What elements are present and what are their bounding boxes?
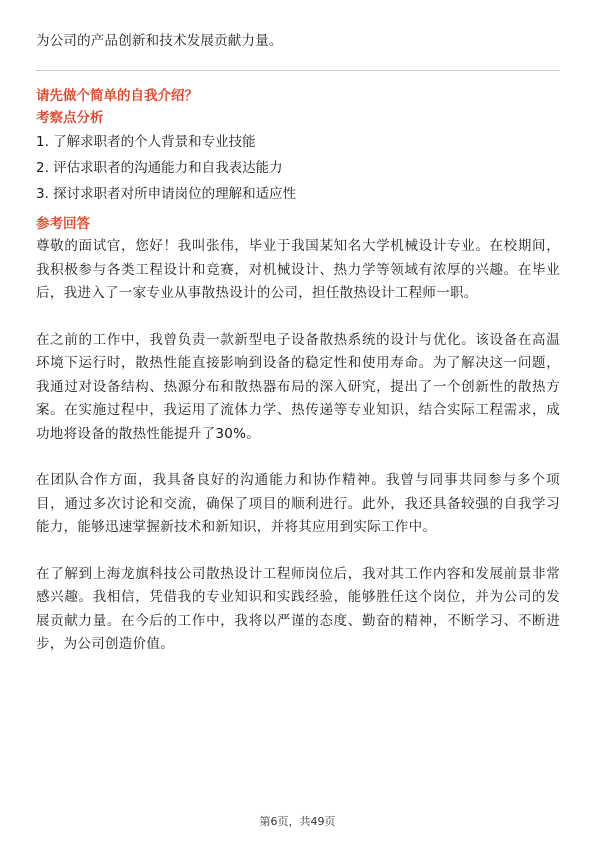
page-footer: 第6页，共49页	[259, 815, 336, 828]
analysis-points	[36, 129, 560, 207]
answer-paragraph: 在之前的工作中，我曾负责一款新型电子设备散热系统的设计与优化。该设备在高温环境下运行时，散热性能直接影响到设备的稳定性和使用寿命。为了解决这一问题，我通过对设备结构、热源分布和散热器布局的深入研究，提出了一个创新性的散热方案。在实施过程中，我运用了流体力学、热传递等专业知识，结合实际工程需求，成功地将设备的散热性能提升了30%。	[36, 331, 560, 442]
answer-title: 参考回答	[36, 216, 90, 232]
analysis-point: 1. 了解求职者的个人背景和专业技能	[36, 134, 256, 150]
lead-text: 为公司的产品创新和技术发展贡献力量。	[36, 33, 283, 49]
page-content	[36, 30, 560, 657]
analysis-point: 3. 探讨求职者对所申请岗位的理解和适应性	[36, 186, 297, 202]
answer-paragraph: 在团队合作方面，我具备良好的沟通能力和协作精神。我曾与同事共同参与多个项目，通过多次讨论和交流，确保了项目的顺利进行。此外，我还具备较强的自我学习能力，能够迅速掌握新技术和新知识，并将其应用到实际工作中。	[36, 472, 560, 535]
analysis-title: 考察点分析	[36, 110, 104, 126]
question-heading: 请先做个简单的自我介绍？	[36, 88, 198, 104]
analysis-point: 2. 评估求职者的沟通能力和自我表达能力	[36, 160, 283, 176]
answer-paragraph: 尊敬的面试官，您好！我叫张伟，毕业于我国某知名大学机械设计专业。在校期间，我积极参与各类工程设计和竞赛，对机械设计、热力学等领域有浓厚的兴趣。在毕业后，我进入了一家专业从事散热设计的公司，担任散热设计工程师一职。	[36, 238, 560, 301]
answer-body	[36, 235, 560, 657]
answer-paragraph: 在了解到上海龙旗科技公司散热设计工程师岗位后，我对其工作内容和发展前景非常感兴趣。我相信，凭借我的专业知识和实践经验，能够胜任这个岗位，并为公司的发展贡献力量。在今后的工作中，我将以严谨的态度、勤奋的精神，不断学习、不断进步，为公司创造价值。	[36, 565, 560, 652]
section-divider	[36, 70, 560, 71]
